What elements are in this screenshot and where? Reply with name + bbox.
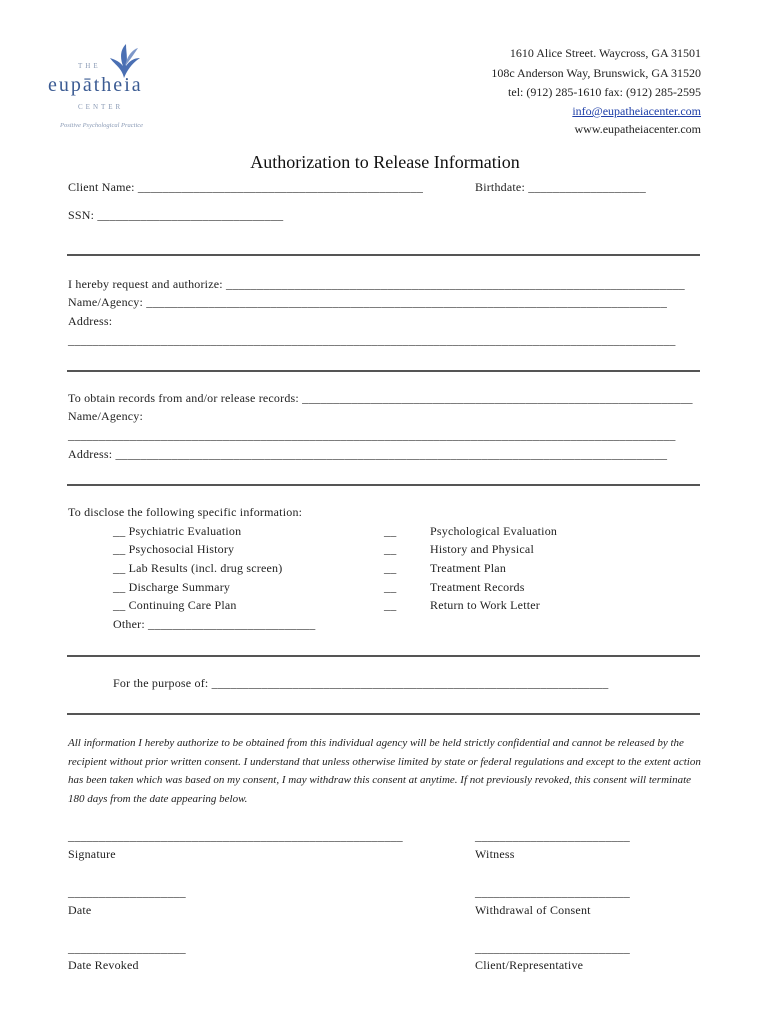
- withdrawal-line[interactable]: _________________________: [475, 885, 630, 899]
- disclose-heading: To disclose the following specific information:: [68, 505, 303, 519]
- section-divider: [67, 254, 700, 256]
- section-divider: [67, 370, 700, 372]
- authorize-field[interactable]: I hereby request and authorize: __________________________________________________________________________: [68, 277, 685, 291]
- label-treatment-records: Treatment Records: [430, 580, 525, 594]
- contact-phone: tel: (912) 285-1610 fax: (912) 285-2595: [508, 85, 701, 99]
- label-history-and-physical: History and Physical: [430, 542, 534, 556]
- checkbox-blank[interactable]: __: [384, 524, 397, 538]
- logo-tagline: Positive Psychological Practice: [60, 122, 144, 129]
- label-treatment-plan: Treatment Plan: [430, 561, 507, 575]
- label-return-to-work-letter: Return to Work Letter: [430, 598, 540, 612]
- checkbox-lab-results[interactable]: __ Lab Results (incl. drug screen): [113, 561, 283, 575]
- contact-address-2: 108c Anderson Way, Brunswick, GA 31520: [491, 66, 701, 80]
- authorize-address-label: Address:: [68, 314, 113, 328]
- obtain-name-agency-line[interactable]: __________________________________________________________________________________________________: [68, 428, 676, 442]
- obtain-address-field[interactable]: Address: _________________________________________________________________________________________: [68, 447, 668, 461]
- page-title: Authorization to Release Information: [250, 152, 520, 172]
- signature-line[interactable]: ______________________________________________________: [68, 829, 403, 843]
- section-divider: [67, 655, 700, 657]
- purpose-field[interactable]: For the purpose of: ________________________________________________________________: [113, 676, 609, 690]
- consent-paragraph: All information I hereby authorize to be obtained from this individual agency will be held strictly confidential and cannot be released by the recipient without prior written consent. I understand that unless otherwise limited by state or federal regulations and except to the extent action has been taken which was based on my consent, I may withdraw this consent at anytime. If not previously revoked, this consent will terminate 180 days from the date appearing below.: [68, 737, 701, 805]
- obtain-records-field[interactable]: To obtain records from and/or release records: _______________________________________________________________: [68, 391, 693, 405]
- checkbox-blank[interactable]: __: [384, 598, 397, 612]
- client-representative-line[interactable]: _________________________: [475, 941, 630, 955]
- contact-website: www.eupatheiacenter.com: [574, 122, 701, 136]
- contact-address-1: 1610 Alice Street. Waycross, GA 31501: [509, 46, 701, 60]
- client-representative-label: Client/Representative: [475, 958, 584, 972]
- authorize-address-line[interactable]: __________________________________________________________________________________________________: [68, 333, 676, 347]
- authorize-name-agency-field[interactable]: Name/Agency: ____________________________________________________________________________________: [68, 295, 668, 309]
- date-line[interactable]: ___________________: [68, 885, 186, 899]
- checkbox-blank[interactable]: __: [384, 542, 397, 556]
- date-revoked-line[interactable]: ___________________: [68, 941, 186, 955]
- section-divider: [67, 713, 700, 715]
- signature-label: Signature: [68, 847, 116, 861]
- checkbox-blank[interactable]: __: [384, 580, 397, 594]
- checkbox-blank[interactable]: __: [384, 561, 397, 575]
- witness-label: Witness: [475, 847, 515, 861]
- section-divider: [67, 484, 700, 486]
- ssn-field[interactable]: SSN: ______________________________: [68, 208, 284, 222]
- logo-the: THE: [78, 62, 101, 70]
- checkbox-discharge-summary[interactable]: __ Discharge Summary: [113, 580, 231, 594]
- checkbox-continuing-care-plan[interactable]: __ Continuing Care Plan: [113, 598, 237, 612]
- birthdate-field[interactable]: Birthdate: ___________________: [475, 180, 646, 194]
- checkbox-psychiatric-evaluation[interactable]: __ Psychiatric Evaluation: [113, 524, 242, 538]
- withdrawal-label: Withdrawal of Consent: [475, 903, 591, 917]
- checkbox-psychosocial-history[interactable]: __ Psychosocial History: [113, 542, 235, 556]
- logo-name: eupātheia: [48, 74, 143, 96]
- witness-line[interactable]: _________________________: [475, 829, 630, 843]
- other-field[interactable]: Other: ___________________________: [113, 617, 316, 631]
- client-name-field[interactable]: Client Name: ______________________________________________: [68, 180, 424, 194]
- label-psychological-evaluation: Psychological Evaluation: [430, 524, 558, 538]
- obtain-name-agency-label: Name/Agency:: [68, 409, 144, 423]
- logo-center: CENTER: [78, 103, 124, 111]
- date-label: Date: [68, 903, 92, 917]
- contact-email-link[interactable]: info@eupatheiacenter.com: [572, 104, 701, 118]
- date-revoked-label: Date Revoked: [68, 958, 139, 972]
